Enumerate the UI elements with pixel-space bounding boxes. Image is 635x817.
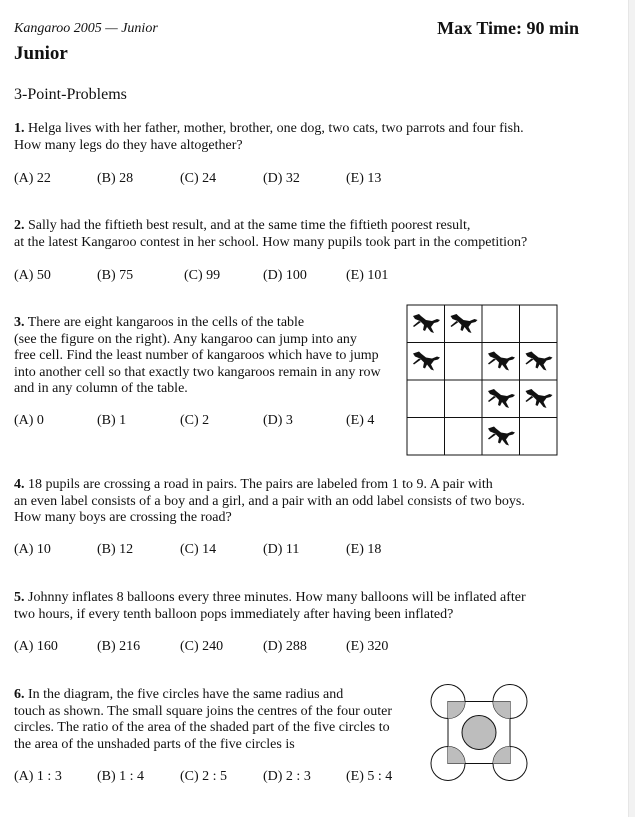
problem-text-line: at the latest Kangaroo contest in her school. How many pupils took part in the competition? <box>14 234 528 250</box>
option-e: (E) 13 <box>346 171 382 186</box>
option-a: (A) 50 <box>14 268 51 283</box>
problem-text-line: How many boys are crossing the road? <box>14 510 232 525</box>
option-c: (C) 2 : 5 <box>180 769 228 784</box>
option-b: (B) 1 : 4 <box>97 769 145 784</box>
grid-cell <box>445 343 483 381</box>
option-e: (E) 5 : 4 <box>346 769 393 784</box>
grid-cell <box>407 418 445 456</box>
answer-options <box>14 769 474 787</box>
problem-text-line: circles. The ratio of the area of the shaded part of the five circles to <box>14 720 390 735</box>
grid-cell <box>520 418 558 456</box>
answer-options <box>14 171 474 189</box>
option-a: (A) 10 <box>14 542 51 557</box>
problem-text-line: two hours, if every tenth balloon pops immediately after having been inflated? <box>14 606 454 622</box>
option-a: (A) 1 : 3 <box>14 769 62 784</box>
option-c: (C) 240 <box>180 639 224 654</box>
option-b: (B) 75 <box>97 268 134 283</box>
option-b: (B) 12 <box>97 542 134 557</box>
option-d: (D) 100 <box>263 268 307 283</box>
option-c: (C) 24 <box>180 171 217 186</box>
problem-text-line: In the diagram, the five circles have the same radius and <box>28 687 344 702</box>
problem-text-line: How many legs do they have altogether? <box>14 137 243 153</box>
problem-text-line: 18 pupils are crossing a road in pairs. The pairs are labeled from 1 to 9. A pair with <box>28 477 493 492</box>
option-a: (A) 22 <box>14 171 51 186</box>
problem-text-line: Helga lives with her father, mother, brother, one dog, two cats, two parrots and four fish. <box>28 121 524 136</box>
problem-text-line: the area of the unshaded parts of the five circles is <box>14 736 295 752</box>
page-title: Junior <box>14 43 68 64</box>
problem-number: 6. <box>14 687 25 702</box>
problem-text-line: an even label consists of a boy and a girl, and a pair with an odd label consists of two boys. <box>14 493 525 509</box>
option-b: (B) 28 <box>97 171 134 186</box>
answer-options <box>14 542 474 560</box>
option-e: (E) 18 <box>346 542 382 557</box>
option-b: (B) 216 <box>97 639 141 654</box>
problem-4 <box>14 477 525 527</box>
section-heading: 3-Point-Problems <box>14 86 127 103</box>
answer-options <box>14 639 474 657</box>
option-a: (A) 0 <box>14 413 44 428</box>
option-c: (C) 14 <box>180 542 217 557</box>
option-d: (D) 288 <box>263 639 307 654</box>
option-d: (D) 2 : 3 <box>263 769 311 784</box>
option-e: (E) 4 <box>346 413 375 428</box>
scrollbar[interactable] <box>628 0 635 817</box>
header-contest-label: Kangaroo 2005 — Junior <box>14 21 158 36</box>
problem-text-line: into another cell so that exactly two kangaroos remain in any row <box>14 364 381 380</box>
problem-text-line: touch as shown. The small square joins the centres of the four outer <box>14 703 393 719</box>
problem-text-line: Sally had the fiftieth best result, and at the same time the fiftieth poorest result, <box>28 218 471 233</box>
problem-text-line: There are eight kangaroos in the cells of the table <box>27 315 305 330</box>
header-max-time: Max Time: 90 min <box>437 18 579 38</box>
grid-cell <box>520 305 558 343</box>
problem-2 <box>14 218 527 251</box>
option-a: (A) 160 <box>14 639 58 654</box>
problem-6 <box>14 687 392 753</box>
problem-text-line: and in any column of the table. <box>14 381 188 396</box>
problem-5 <box>14 590 526 623</box>
problem-text-line: (see the figure on the right). Any kangaroo can jump into any <box>14 331 357 347</box>
problem-number: 5. <box>14 590 25 605</box>
option-d: (D) 32 <box>263 171 300 186</box>
problem-number: 4. <box>14 477 25 492</box>
option-c: (C) 99 <box>184 268 221 283</box>
option-b: (B) 1 <box>97 413 127 428</box>
grid-cell <box>445 380 483 418</box>
option-d: (D) 3 <box>263 413 293 428</box>
grid-cell <box>482 305 520 343</box>
problem-number: 3. <box>14 315 25 330</box>
grid-cell <box>407 380 445 418</box>
center-circle <box>462 716 496 750</box>
grid-cell <box>445 418 483 456</box>
problem-number: 1. <box>14 121 25 136</box>
answer-options <box>14 413 474 431</box>
option-c: (C) 2 <box>180 413 210 428</box>
five-circles-figure <box>430 685 530 780</box>
option-e: (E) 320 <box>346 639 389 654</box>
option-e: (E) 101 <box>346 268 389 283</box>
problem-text-line: Johnny inflates 8 balloons every three minutes. How many balloons will be inflated after <box>28 590 526 605</box>
option-d: (D) 11 <box>263 542 300 557</box>
problem-number: 2. <box>14 218 25 233</box>
problem-1 <box>14 121 524 154</box>
kangaroo-grid-figure <box>407 305 557 455</box>
problem-text-line: free cell. Find the least number of kangaroos which have to jump <box>14 348 379 363</box>
problem-3 <box>14 315 381 398</box>
answer-options <box>14 268 474 286</box>
